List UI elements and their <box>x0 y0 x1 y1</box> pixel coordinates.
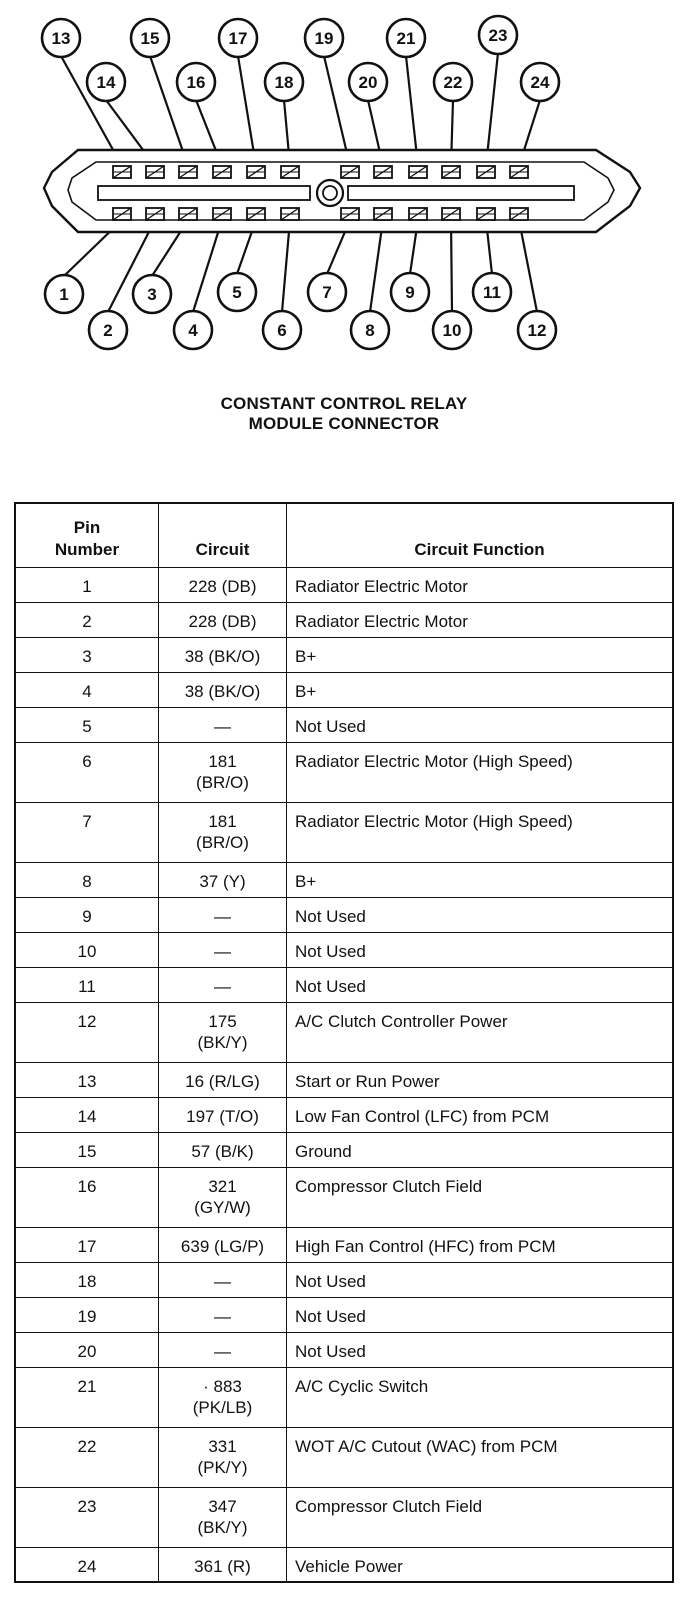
table-row <box>15 1547 673 1582</box>
circuit-function-cell: Not Used <box>287 967 674 1002</box>
terminal-bottom <box>113 208 131 220</box>
terminal-bottom <box>341 208 359 220</box>
circuit-cell <box>159 1367 287 1427</box>
pin-callout-label: 9 <box>405 283 415 302</box>
circuit-number: 16 (R/LG) <box>185 1071 260 1091</box>
table-row <box>15 862 673 897</box>
leader-line <box>282 220 290 312</box>
terminal-top <box>146 166 164 178</box>
circuit-number: — <box>214 1306 231 1326</box>
terminal-top <box>409 166 427 178</box>
table-row <box>15 1487 673 1547</box>
pin-callout-label: 22 <box>443 73 463 92</box>
connector-diagram <box>0 0 688 440</box>
pin-callout-top <box>521 63 559 101</box>
circuit-cell <box>159 742 287 802</box>
table-row <box>15 1062 673 1097</box>
terminal-bottom <box>442 208 460 220</box>
circuit-function-cell: Compressor Clutch Field <box>287 1487 674 1547</box>
diagram-title-line-2: MODULE CONNECTOR <box>248 414 440 433</box>
pin-number-cell: 1 <box>15 567 159 602</box>
terminal-bottom <box>477 208 495 220</box>
table-row <box>15 602 673 637</box>
pin-number-cell: 8 <box>15 862 159 897</box>
circuit-function-cell: Ground <box>287 1132 674 1167</box>
pin-callout-label: 19 <box>314 29 334 48</box>
circuit-color-code: (BK/Y) <box>197 1032 248 1052</box>
circuit-cell <box>159 1297 287 1332</box>
header-circuit-function: Circuit Function <box>287 503 674 567</box>
pin-number-cell: 7 <box>15 802 159 862</box>
circuit-cell <box>159 967 287 1002</box>
pin-callout-label: 21 <box>396 29 416 48</box>
circuit-function-cell: Start or Run Power <box>287 1062 674 1097</box>
circuit-cell <box>159 897 287 932</box>
table-row <box>15 1297 673 1332</box>
pin-callout-label: 23 <box>488 26 508 45</box>
circuit-color-code: (BK/Y) <box>197 1517 248 1537</box>
circuit-cell <box>159 602 287 637</box>
terminal-top <box>247 166 265 178</box>
pin-callout-top <box>387 19 425 57</box>
circuit-number: — <box>214 1271 231 1291</box>
circuit-function-cell: Not Used <box>287 1332 674 1367</box>
pin-callout-bottom <box>45 275 83 313</box>
terminal-bottom <box>179 208 197 220</box>
circuit-cell <box>159 1132 287 1167</box>
circuit-number: 197 (T/O) <box>186 1106 259 1126</box>
pin-callout-label: 5 <box>232 283 242 302</box>
pin-callout-top <box>131 19 169 57</box>
circuit-number: 361 (R) <box>194 1556 251 1576</box>
table-row <box>15 932 673 967</box>
table-row <box>15 967 673 1002</box>
terminal-top <box>281 166 299 178</box>
pin-callout-top <box>479 16 517 54</box>
header-pin-line1: Pin <box>73 517 101 537</box>
pin-callout-bottom <box>518 311 556 349</box>
pin-callout-label: 15 <box>140 29 160 48</box>
circuit-function-cell: Vehicle Power <box>287 1547 674 1582</box>
pin-callout-label: 13 <box>51 29 71 48</box>
table-row <box>15 1097 673 1132</box>
pin-callout-top <box>177 63 215 101</box>
circuit-cell <box>159 672 287 707</box>
circuit-cell <box>159 1262 287 1297</box>
circuit-cell <box>159 1167 287 1227</box>
circuit-number: 639 (LG/P) <box>180 1236 265 1256</box>
circuit-cell <box>159 637 287 672</box>
pin-number-cell: 23 <box>15 1487 159 1547</box>
circuit-function-cell: Not Used <box>287 1297 674 1332</box>
pin-number-cell: 10 <box>15 932 159 967</box>
pin-callout-label: 24 <box>530 73 550 92</box>
pin-number-cell: 13 <box>15 1062 159 1097</box>
table-row <box>15 637 673 672</box>
circuit-cell <box>159 802 287 862</box>
pin-number-cell: 11 <box>15 967 159 1002</box>
header-circuit: Circuit <box>159 503 287 567</box>
circuit-color-code: (BR/O) <box>196 832 249 852</box>
circuit-number: — <box>214 941 231 961</box>
pin-number-cell: 2 <box>15 602 159 637</box>
terminal-top <box>213 166 231 178</box>
circuit-cell <box>159 1547 287 1582</box>
circuit-cell <box>159 1062 287 1097</box>
pin-number-cell: 20 <box>15 1332 159 1367</box>
leader-line <box>451 220 452 312</box>
circuit-number: 181 <box>208 811 237 831</box>
circuit-function-cell: WOT A/C Cutout (WAC) from PCM <box>287 1427 674 1487</box>
circuit-number: 331 <box>208 1436 237 1456</box>
pin-callout-bottom <box>391 273 429 311</box>
pin-callout-label: 4 <box>188 321 198 340</box>
pin-callout-top <box>305 19 343 57</box>
pin-callout-label: 14 <box>96 73 116 92</box>
pin-callout-label: 6 <box>277 321 287 340</box>
circuit-cell <box>159 1487 287 1547</box>
pin-number-cell: 3 <box>15 637 159 672</box>
pin-callout-label: 18 <box>274 73 294 92</box>
pin-callout-bottom <box>263 311 301 349</box>
pin-number-cell: 18 <box>15 1262 159 1297</box>
pin-callout-top <box>349 63 387 101</box>
pin-callout-label: 2 <box>103 321 113 340</box>
pin-callout-bottom <box>433 311 471 349</box>
circuit-number: 228 (DB) <box>188 611 257 631</box>
circuit-function-cell: Radiator Electric Motor (High Speed) <box>287 742 674 802</box>
pin-callout-bottom <box>308 273 346 311</box>
pin-callout-label: 11 <box>483 283 501 302</box>
pin-callout-bottom <box>174 311 212 349</box>
circuit-cell <box>159 932 287 967</box>
pin-callout-bottom <box>133 275 171 313</box>
pin-callout-label: 16 <box>186 73 206 92</box>
circuit-cell <box>159 1097 287 1132</box>
table-row <box>15 1367 673 1427</box>
pin-table <box>14 502 674 1583</box>
circuit-function-cell: Not Used <box>287 1262 674 1297</box>
leader-line <box>193 220 222 312</box>
table-row <box>15 1227 673 1262</box>
circuit-color-code: (BR/O) <box>196 772 249 792</box>
pin-callout-top <box>219 19 257 57</box>
pin-number-cell: 5 <box>15 707 159 742</box>
table-row <box>15 1427 673 1487</box>
table-row <box>15 567 673 602</box>
terminal-top <box>477 166 495 178</box>
pin-number-cell: 24 <box>15 1547 159 1582</box>
circuit-number: 321 <box>208 1176 237 1196</box>
pin-number-cell: 6 <box>15 742 159 802</box>
circuit-color-code: (PK/Y) <box>197 1457 248 1477</box>
pin-number-cell: 16 <box>15 1167 159 1227</box>
circuit-function-cell: Not Used <box>287 932 674 967</box>
circuit-function-cell: Compressor Clutch Field <box>287 1167 674 1227</box>
table-row <box>15 1332 673 1367</box>
header-pin-line2: Number <box>54 539 120 559</box>
circuit-function-cell: Low Fan Control (LFC) from PCM <box>287 1097 674 1132</box>
pin-number-cell: 21 <box>15 1367 159 1427</box>
pin-callout-label: 3 <box>147 285 157 304</box>
circuit-cell <box>159 567 287 602</box>
terminal-bottom <box>146 208 164 220</box>
pin-callout-label: 7 <box>322 283 332 302</box>
terminal-bottom <box>247 208 265 220</box>
circuit-number: 175 <box>208 1011 237 1031</box>
circuit-function-cell: A/C Cyclic Switch <box>287 1367 674 1427</box>
table-row <box>15 802 673 862</box>
circuit-color-code: (GY/W) <box>194 1197 251 1217</box>
circuit-cell <box>159 1427 287 1487</box>
circuit-cell <box>159 1227 287 1262</box>
terminal-bottom <box>374 208 392 220</box>
pin-callout-bottom <box>473 273 511 311</box>
pin-callout-label: 10 <box>442 321 462 340</box>
circuit-number: · 883 <box>203 1376 242 1396</box>
circuit-number: 228 (DB) <box>188 576 257 596</box>
terminal-bottom <box>213 208 231 220</box>
circuit-function-cell: A/C Clutch Controller Power <box>287 1002 674 1062</box>
pin-number-cell: 12 <box>15 1002 159 1062</box>
circuit-number: 37 (Y) <box>199 871 246 891</box>
circuit-color-code: (PK/LB) <box>192 1397 253 1417</box>
pin-number-cell: 17 <box>15 1227 159 1262</box>
circuit-number: 181 <box>208 751 237 771</box>
pin-callout-bottom <box>218 273 256 311</box>
pin-callout-label: 8 <box>365 321 375 340</box>
pin-callout-top <box>265 63 303 101</box>
pin-callout-top <box>42 19 80 57</box>
pin-number-cell: 15 <box>15 1132 159 1167</box>
terminal-bottom <box>281 208 299 220</box>
table-row <box>15 707 673 742</box>
header-pin-number <box>15 503 159 567</box>
circuit-function-cell: Not Used <box>287 897 674 932</box>
terminal-top <box>374 166 392 178</box>
pin-number-cell: 9 <box>15 897 159 932</box>
pin-callout-top <box>87 63 125 101</box>
pin-number-cell: 4 <box>15 672 159 707</box>
pin-number-cell: 14 <box>15 1097 159 1132</box>
leader-line <box>519 220 537 312</box>
pin-number-cell: 22 <box>15 1427 159 1487</box>
pin-callout-label: 12 <box>527 321 547 340</box>
circuit-function-cell: Radiator Electric Motor <box>287 567 674 602</box>
pin-callout-bottom <box>351 311 389 349</box>
table-row <box>15 1002 673 1062</box>
circuit-number: 38 (BK/O) <box>184 681 261 701</box>
pin-number-cell: 19 <box>15 1297 159 1332</box>
circuit-function-cell: High Fan Control (HFC) from PCM <box>287 1227 674 1262</box>
circuit-cell <box>159 707 287 742</box>
pin-callout-top <box>434 63 472 101</box>
diagram-title-line-1: CONSTANT CONTROL RELAY <box>220 394 468 413</box>
table-row <box>15 1132 673 1167</box>
circuit-number: 57 (B/K) <box>191 1141 254 1161</box>
circuit-cell <box>159 1332 287 1367</box>
terminal-bottom <box>409 208 427 220</box>
table-row <box>15 1262 673 1297</box>
circuit-cell <box>159 862 287 897</box>
table-row <box>15 897 673 932</box>
circuit-function-cell: Not Used <box>287 707 674 742</box>
circuit-function-cell: B+ <box>287 862 674 897</box>
terminal-bottom <box>510 208 528 220</box>
circuit-function-cell: B+ <box>287 672 674 707</box>
table-row <box>15 1167 673 1227</box>
terminal-top <box>442 166 460 178</box>
circuit-function-cell: Radiator Electric Motor <box>287 602 674 637</box>
pin-callout-label: 20 <box>358 73 378 92</box>
circuit-number: — <box>214 906 231 926</box>
pin-callout-bottom <box>89 311 127 349</box>
circuit-number: 347 <box>208 1496 237 1516</box>
circuit-number: — <box>214 1341 231 1361</box>
circuit-cell <box>159 1002 287 1062</box>
pin-callout-label: 1 <box>59 285 69 304</box>
terminal-top <box>341 166 359 178</box>
terminal-top <box>179 166 197 178</box>
leader-line <box>370 220 383 312</box>
table-row <box>15 742 673 802</box>
circuit-number: 38 (BK/O) <box>184 646 261 666</box>
terminal-top <box>510 166 528 178</box>
circuit-number: — <box>214 976 231 996</box>
circuit-function-cell: Radiator Electric Motor (High Speed) <box>287 802 674 862</box>
table-row <box>15 672 673 707</box>
circuit-number: — <box>214 716 231 736</box>
circuit-function-cell: B+ <box>287 637 674 672</box>
terminal-top <box>113 166 131 178</box>
table-header-row <box>15 503 673 567</box>
pin-callout-label: 17 <box>228 29 248 48</box>
